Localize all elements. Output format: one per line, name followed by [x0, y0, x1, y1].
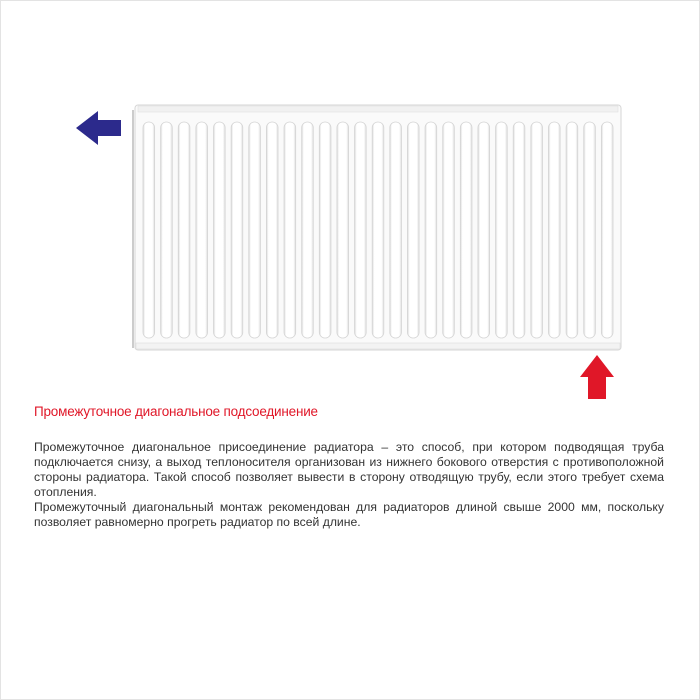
radiator-fin: [231, 122, 243, 338]
radiator-fin: [372, 122, 384, 338]
radiator-fin: [566, 122, 578, 338]
radiator-fin: [161, 122, 173, 338]
radiator-fin: [443, 122, 455, 338]
radiator-fin: [196, 122, 208, 338]
radiator-fin: [460, 122, 472, 338]
radiator-fin: [337, 122, 349, 338]
radiator-fin: [531, 122, 543, 338]
arrow-left-icon: [76, 111, 121, 145]
radiator-fin: [513, 122, 525, 338]
radiator-fin: [143, 122, 155, 338]
radiator-bottom-edge: [136, 343, 620, 349]
radiator-fin: [284, 122, 296, 338]
radiator-fins: [143, 122, 613, 338]
radiator-fin: [249, 122, 261, 338]
radiator-fin: [355, 122, 367, 338]
description-paragraph: Промежуточный диагональный монтаж рекомендован для радиаторов длиной свыше 2000 мм, поскольку позволяет равномерно прогреть радиатор по всей длине.: [34, 500, 664, 529]
radiator-fin: [548, 122, 560, 338]
radiator-fin: [319, 122, 331, 338]
section-title: Промежуточное диагональное подсоединение: [34, 404, 318, 419]
radiator-fin: [425, 122, 437, 338]
radiator-fin: [178, 122, 190, 338]
radiator-fin: [584, 122, 596, 338]
arrow-up-icon: [580, 355, 614, 399]
radiator-fin: [478, 122, 490, 338]
radiator-fin: [266, 122, 278, 338]
radiator-fin: [496, 122, 508, 338]
description: [34, 440, 664, 530]
radiator-fin: [302, 122, 314, 338]
radiator-fin: [390, 122, 402, 338]
radiator-top-grille: [138, 106, 618, 112]
radiator-fin: [601, 122, 613, 338]
radiator-fin: [214, 122, 226, 338]
description-paragraph: Промежуточное диагональное присоединение радиатора – это способ, при котором подводящая труба подключается снизу, а выход теплоносителя организован из нижнего бокового отверстия с противоположной стороны радиатора. Такой способ позволяет вывести в сторону отводящую трубу, если этого требует схема отопления.: [34, 440, 664, 499]
radiator-fin: [407, 122, 419, 338]
radiator: [133, 105, 621, 350]
